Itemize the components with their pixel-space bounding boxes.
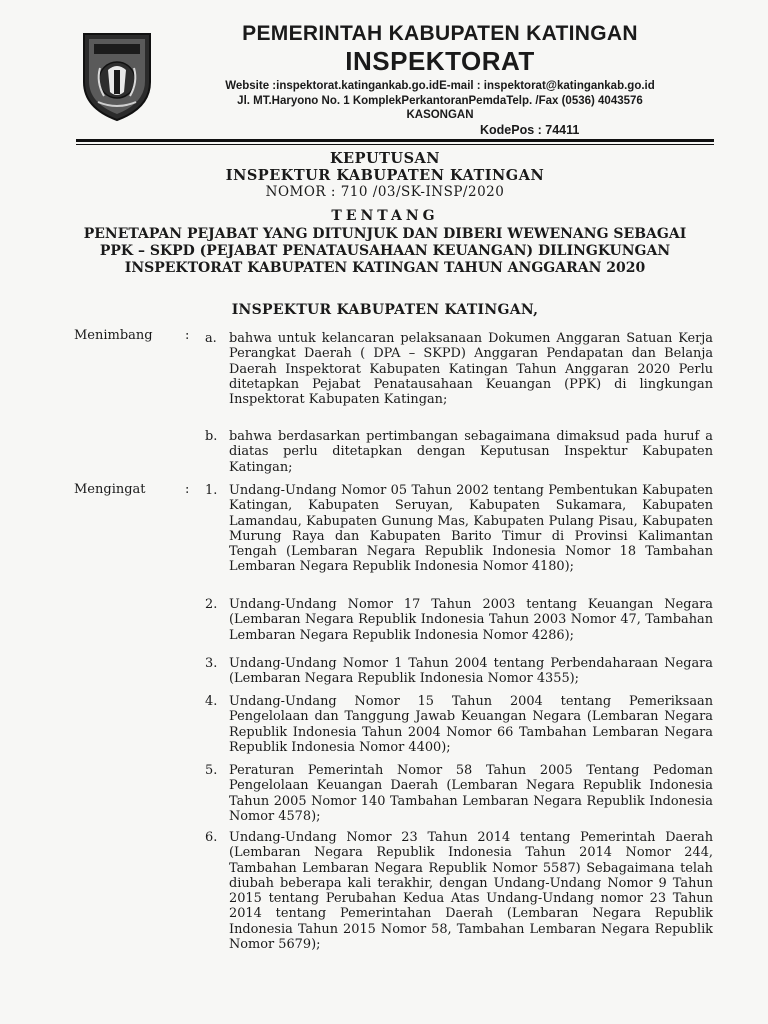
item-marker: 1.: [205, 483, 218, 498]
item-text: bahwa untuk kelancaran pelaksanaan Dokumen Anggaran Satuan Kerja Perangkat Daerah ( DPA – SKPD) Anggaran Pendapatan dan Belanja Daerah Inspektorat Kabupaten Katingan Tahun Anggaran 2020 Perlu ditetapkan Pejabat Penatausahaan Keuangan (PPK) di lingkungan Inspektorat Kabupaten Katingan;: [229, 331, 713, 408]
mengingat-item-1: [205, 483, 713, 575]
katingan-regency-emblem: [78, 30, 156, 122]
item-marker: 6.: [205, 830, 218, 845]
mengingat-item-6: [205, 830, 713, 952]
decree-number: NOMOR : 710 /03/SK-INSP/2020: [265, 184, 505, 200]
letterhead-divider-thick: [76, 139, 714, 142]
menimbang-colon: :: [185, 328, 190, 343]
item-text: Undang-Undang Nomor 15 Tahun 2004 tentang Pemeriksaan Pengelolaan dan Tanggung Jawab Keuangan Negara (Lembaran Negara Republik Indonesia Tahun 2004 Nomor 66 Tambahan Lembaran Negara Republik Indonesia Nomor 4400);: [229, 694, 713, 755]
decree-heading: KEPUTUSAN: [329, 150, 441, 167]
item-text: Undang-Undang Nomor 17 Tahun 2003 tentang Keuangan Negara (Lembaran Negara Republik Indonesia Tahun 2003 Nomor 47, Tambahan Lembaran Negara Republik Indonesia Nomor 4286);: [229, 597, 713, 643]
letterhead-postcode: KodePos : 74411: [480, 123, 580, 137]
item-text: Peraturan Pemerintah Nomor 58 Tahun 2005 Tentang Pedoman Pengelolaan Keuangan Daerah (Lembaran Negara Republik Indonesia Tahun 2005 Nomor 140 Tambahan Lembaran Negara Republik Indonesia Nomor 4578);: [229, 763, 713, 824]
letterhead-government: PEMERINTAH KABUPATEN KATINGAN: [242, 22, 638, 45]
item-marker: b.: [205, 429, 218, 444]
letterhead-address: Jl. MT.Haryono No. 1 KomplekPerkantoranPemdaTelp. /Fax (0536) 4043576: [237, 95, 643, 107]
decree-tentang: TENTANG: [331, 208, 439, 224]
item-marker: 3.: [205, 656, 218, 671]
decree-subject: [60, 226, 710, 277]
item-text: bahwa berdasarkan pertimbangan sebagaimana dimaksud pada huruf a diatas perlu ditetapkan dengan Keputusan Inspektur Kabupaten Katingan;: [229, 429, 713, 475]
letterhead-contact: Website :inspektorat.katingankab.go.idE-mail : inspektorat@katingankab.go.id: [225, 80, 655, 92]
mengingat-item-2: [205, 597, 713, 643]
letterhead-office: INSPEKTORAT: [345, 46, 535, 76]
mengingat-item-3: [205, 656, 713, 687]
item-marker: a.: [205, 331, 217, 346]
decree-official: INSPEKTUR KABUPATEN KATINGAN,: [231, 302, 539, 318]
item-marker: 5.: [205, 763, 218, 778]
letterhead-city: KASONGAN: [406, 109, 474, 121]
item-marker: 2.: [205, 597, 218, 612]
item-text: Undang-Undang Nomor 23 Tahun 2014 tentang Pemerintah Daerah (Lembaran Negara Republik Indonesia Tahun 2014 Nomor 244, Tambahan Lembaran Negara Republik Nomor 5587) Sebagaimana telah diubah beberapa kali terakhir, dengan Undang-Undang Nomor 9 Tahun 2015 tentang Perubahan Kedua Atas Undang-Undang nomor 23 Tahun 2014 tentang Pemerintahan Daerah (Lembaran Negara Republik Indonesia Tahun 2015 Nomor 58, Tambahan Lembaran Negara Republik Nomor 5679);: [229, 830, 713, 953]
menimbang-label: Menimbang: [74, 328, 153, 343]
mengingat-item-4: [205, 694, 713, 755]
mengingat-item-5: [205, 763, 713, 824]
mengingat-label: Mengingat: [74, 482, 146, 497]
menimbang-item-a: [205, 331, 713, 407]
letterhead-divider-thin: [76, 144, 714, 145]
menimbang-item-b: [205, 429, 713, 475]
decree-subject-line: PPK – SKPD (PEJABAT PENATAUSAHAAN KEUANGAN) DILINGKUNGAN: [99, 243, 671, 259]
mengingat-colon: :: [185, 482, 190, 497]
item-text: Undang-Undang Nomor 05 Tahun 2002 tentang Pembentukan Kabupaten Katingan, Kabupaten Seruyan, Kabupaten Sukamara, Kabupaten Lamandau, Kabupaten Gunung Mas, Kabupaten Pulang Pisau, Kabupaten Murung Raya dan Kabupaten Barito Timur di Provinsi Kalimantan Tengah (Lembaran Negara Republik Indonesia Nomor 18 Tambahan Lembaran Negara Republik Indonesia Nomor 4180);: [229, 483, 713, 575]
decree-issuer: INSPEKTUR KABUPATEN KATINGAN: [225, 167, 545, 184]
decree-subject-line: INSPEKTORAT KABUPATEN KATINGAN TAHUN ANGGARAN 2020: [124, 260, 646, 276]
decree-subject-line: PENETAPAN PEJABAT YANG DITUNJUK DAN DIBERI WEWENANG SEBAGAI: [83, 226, 687, 242]
item-marker: 4.: [205, 694, 218, 709]
item-text: Undang-Undang Nomor 1 Tahun 2004 tentang Perbendaharaan Negara (Lembaran Negara Republik Indonesia Nomor 4355);: [229, 656, 713, 687]
